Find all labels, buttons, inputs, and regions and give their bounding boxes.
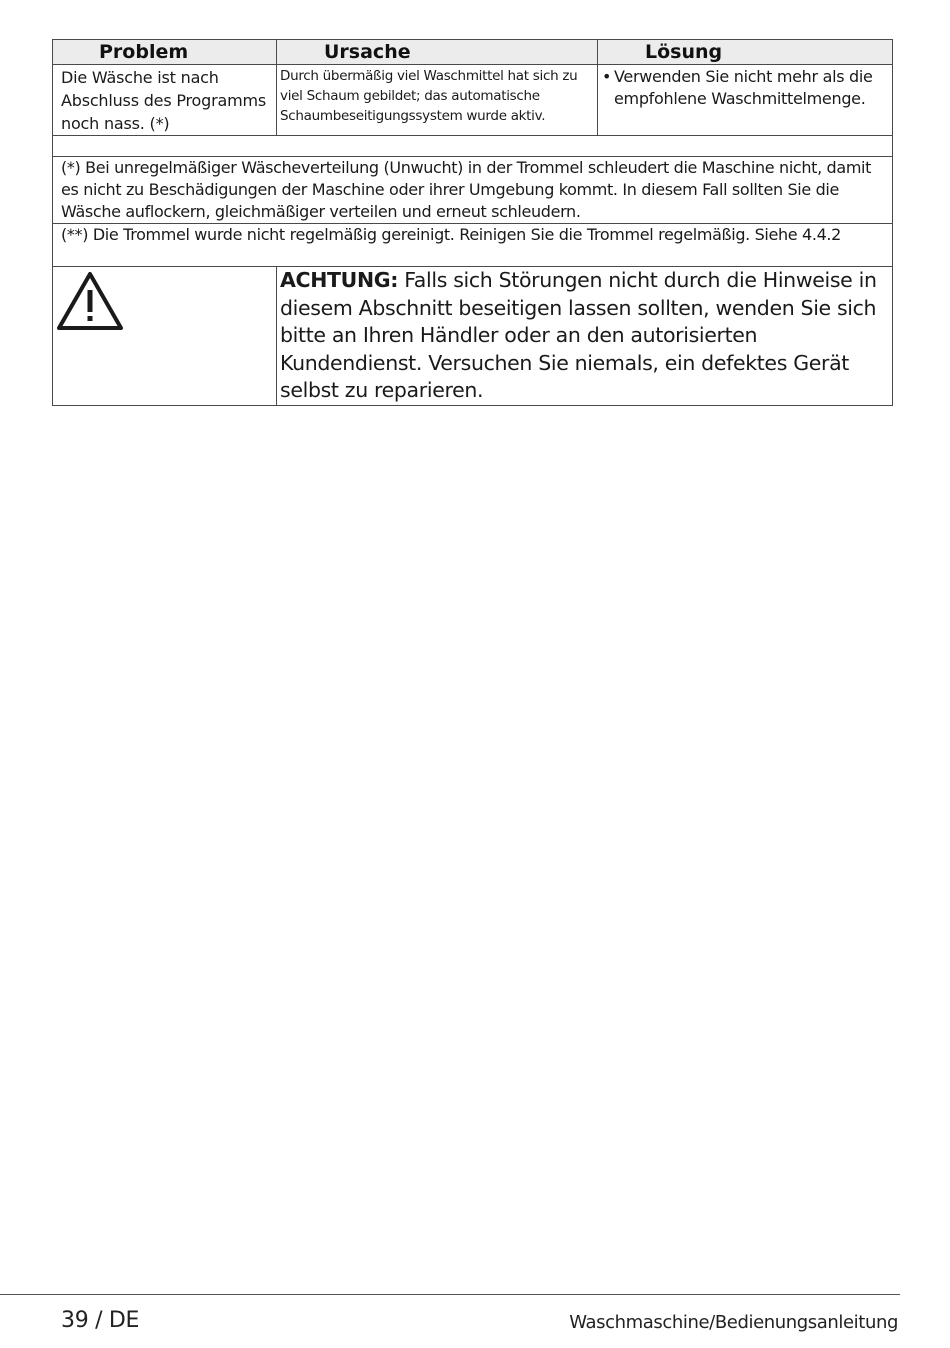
warning-label: ACHTUNG: (280, 268, 399, 292)
empty-cell (53, 136, 893, 157)
header-ursache: Ursache (277, 40, 598, 65)
page-number: 39 / DE (61, 1308, 140, 1333)
cause-cell: Durch übermäßig viel Waschmittel hat sich zu viel Schaum gebildet; das automatische Schaumbeseitigungssystem wurde aktiv. (277, 65, 598, 136)
warning-text-cell (277, 267, 893, 406)
warning-triangle-icon (55, 270, 125, 332)
solution-text: Verwenden Sie nicht mehr als die empfohlene Waschmittelmenge. (614, 67, 873, 108)
problem-cell: Die Wäsche ist nach Abschluss des Programms noch nass. (*) (53, 65, 277, 136)
warning-message: Falls sich Störungen nicht durch die Hinweise in diesem Abschnitt beseitigen lassen sollten, wenden Sie sich bitte an Ihren Händler oder an den autorisierten Kundendienst. Versuchen Sie niemals, ein defektes Gerät selbst zu reparieren. (280, 268, 877, 402)
note-row-2 (53, 224, 893, 267)
table-header-row (53, 40, 893, 65)
solution-cell (598, 65, 893, 136)
warning-icon-cell (53, 267, 277, 406)
footnote-unwucht: (*) Bei unregelmäßiger Wäscheverteilung (Unwucht) in der Trommel schleudert die Maschine nicht, damit es nicht zu Beschädigungen der Maschine oder ihrer Umgebung kommt. In diesem Fall sollten Sie die Wäsche auflockern, gleichmäßiger verteilen und erneut schleudern. (53, 157, 893, 224)
footer-divider (0, 1294, 900, 1295)
solution-list-item (602, 66, 888, 110)
troubleshooting-table (52, 39, 893, 406)
manual-title: Waschmaschine/Bedienungsanleitung (569, 1312, 898, 1333)
warning-row (53, 267, 893, 406)
empty-row (53, 136, 893, 157)
table-row (53, 65, 893, 136)
bullet: • (602, 67, 612, 86)
header-problem: Problem (53, 40, 277, 65)
header-loesung: Lösung (598, 40, 893, 65)
note-row-1 (53, 157, 893, 224)
footnote-trommel: (**) Die Trommel wurde nicht regelmäßig gereinigt. Reinigen Sie die Trommel regelmäßig. Siehe 4.4.2 (53, 224, 893, 267)
